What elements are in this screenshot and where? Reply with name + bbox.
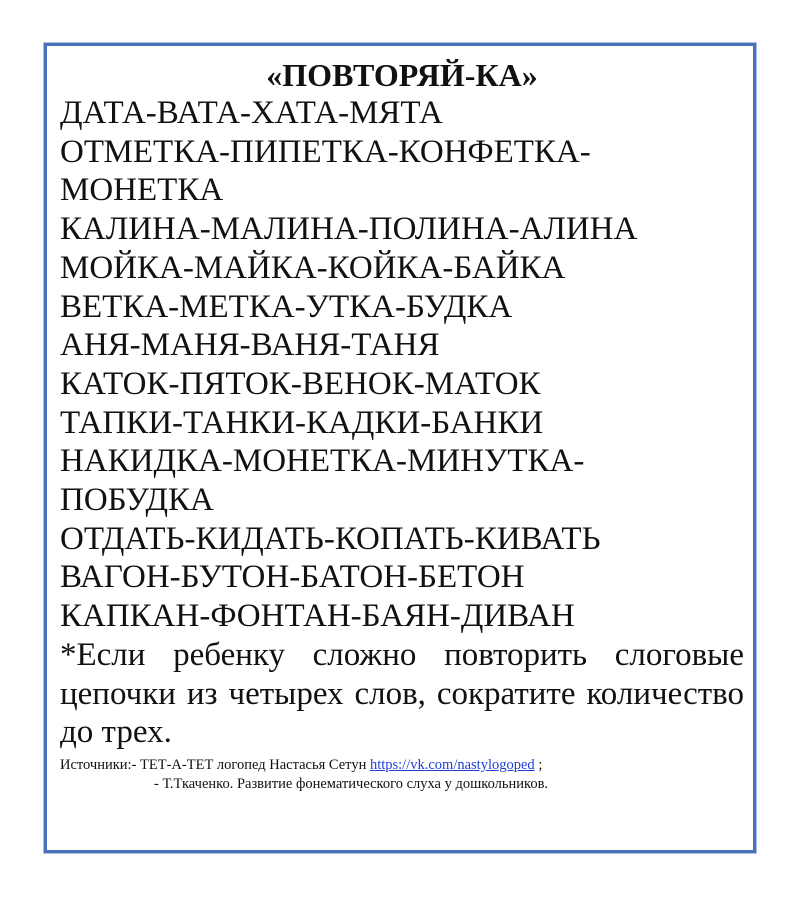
worksheet-frame bbox=[44, 43, 756, 853]
worksheet-content bbox=[60, 56, 744, 794]
chain-line: КАТОК-ПЯТОК-ВЕНОК-МАТОК bbox=[60, 365, 541, 402]
chain-line: ТАПКИ-ТАНКИ-КАДКИ-БАНКИ bbox=[60, 404, 544, 441]
chain-line: ОТМЕТКА-ПИПЕТКА-КОНФЕТКА- bbox=[60, 133, 591, 170]
chain-line: ПОБУДКА bbox=[60, 482, 214, 519]
instruction-note: *Если ребенку сложно повторить слоговые цепочки из четырех слов, сократите количество до трех. bbox=[60, 636, 744, 751]
sources-prefix: Источники:- ТЕТ-А-ТЕТ логопед Настасья Сетун bbox=[60, 756, 370, 773]
syllable-chain-list bbox=[60, 94, 744, 636]
source-link[interactable]: https://vk.com/nastylogoped bbox=[369, 756, 535, 773]
chain-line: КАЛИНА-МАЛИНА-ПОЛИНА-АЛИНА bbox=[60, 211, 638, 248]
page-title: «ПОВТОРЯЙ-КА» bbox=[266, 57, 538, 93]
chain-line: ВАГОН-БУТОН-БАТОН-БЕТОН bbox=[60, 559, 525, 596]
sources-suffix: ; bbox=[534, 756, 543, 773]
chain-line: НАКИДКА-МОНЕТКА-МИНУТКА- bbox=[60, 443, 585, 480]
chain-line: МОНЕТКА bbox=[60, 172, 224, 209]
chain-line: ВЕТКА-МЕТКА-УТКА-БУДКА bbox=[60, 288, 513, 325]
chain-line: МОЙКА-МАЙКА-КОЙКА-БАЙКА bbox=[60, 249, 566, 286]
sources-line-2: - Т.Ткаченко. Развитие фонематического слуха у дошкольников. bbox=[154, 775, 549, 792]
chain-line: ОТДАТЬ-КИДАТЬ-КОПАТЬ-КИВАТЬ bbox=[60, 520, 601, 557]
chain-line: КАПКАН-ФОНТАН-БАЯН-ДИВАН bbox=[60, 598, 575, 635]
chain-line: АНЯ-МАНЯ-ВАНЯ-ТАНЯ bbox=[60, 327, 440, 364]
sources-block bbox=[60, 756, 744, 794]
sources-line-1 bbox=[60, 756, 744, 775]
chain-line: ДАТА-ВАТА-ХАТА-МЯТА bbox=[60, 95, 443, 131]
